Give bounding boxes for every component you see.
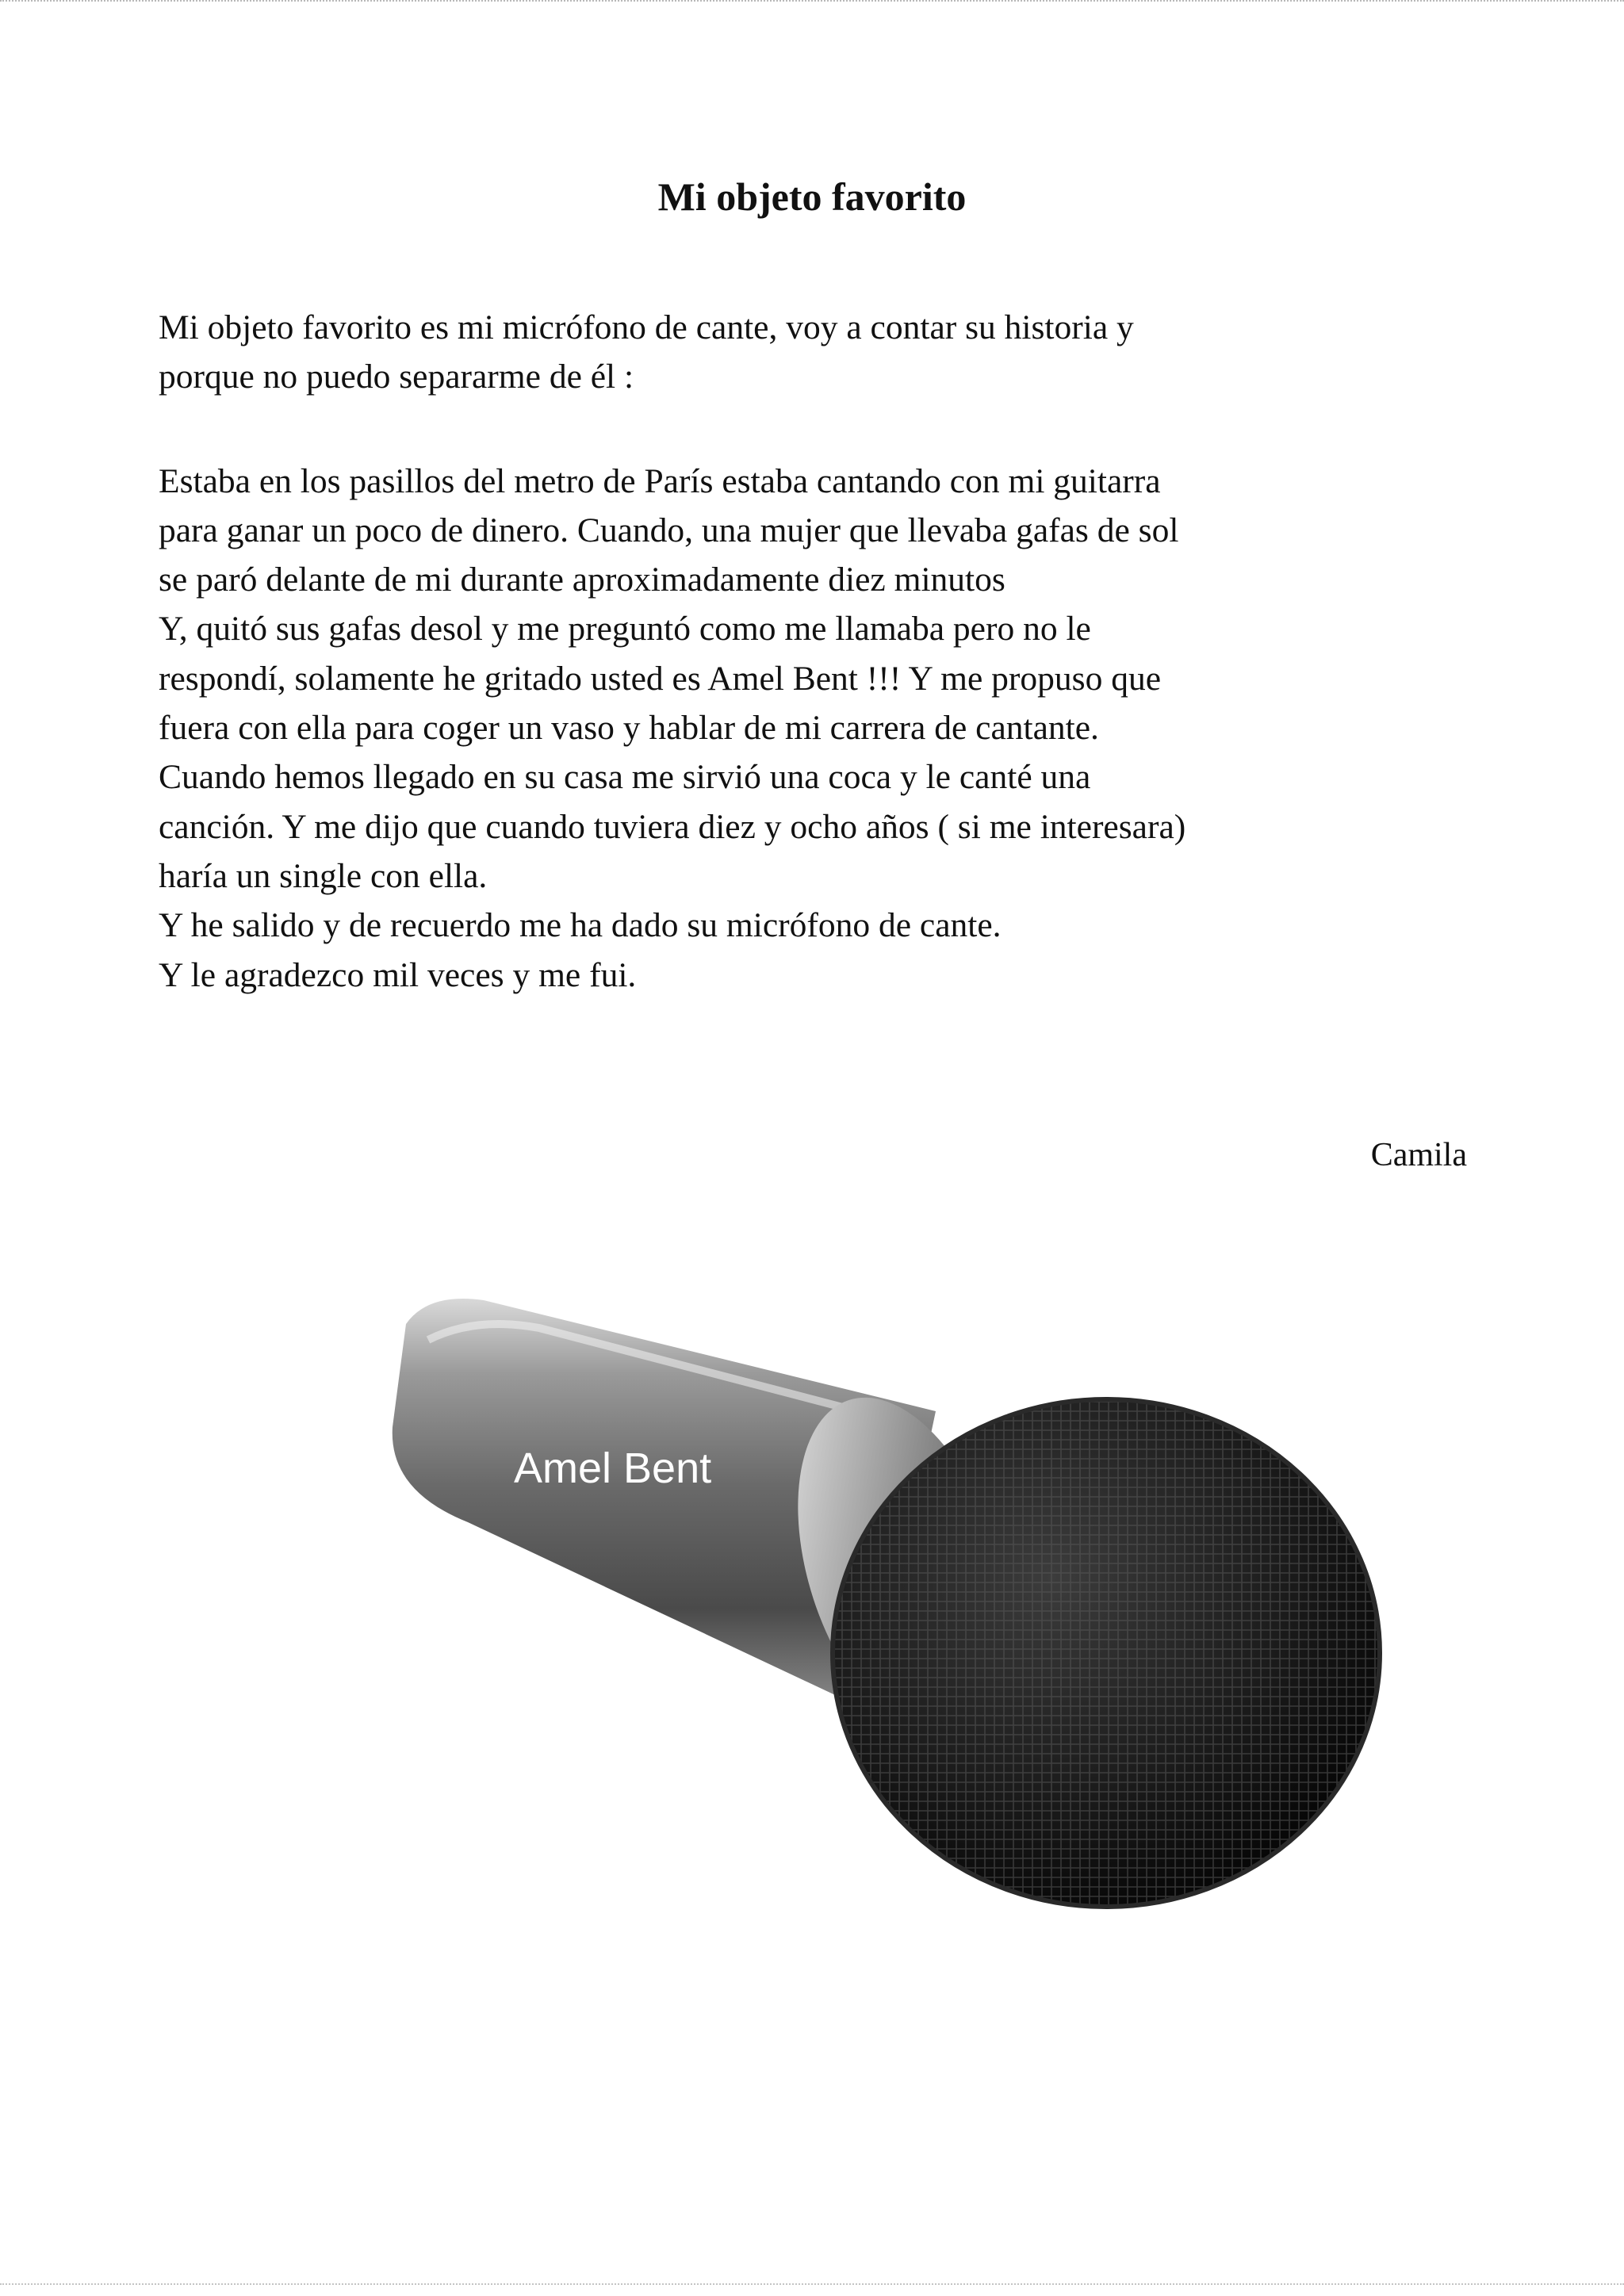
document-body	[159, 303, 1522, 1000]
intro-line: Mi objeto favorito es mi micrófono de cante, voy a contar su historia y	[159, 308, 1134, 346]
page-title: Mi objeto favorito	[657, 174, 967, 219]
story-line: para ganar un poco de dinero. Cuando, una mujer que llevaba gafas de sol	[159, 511, 1179, 549]
story-line: respondí, solamente he gritado usted es Amel Bent !!! Y me propuso que	[159, 659, 1162, 698]
story-line: Estaba en los pasillos del metro de París estaba cantando con mi guitarra	[159, 461, 1161, 500]
scan-edge-bottom	[0, 2280, 1624, 2285]
microphone-image	[381, 1292, 1411, 1927]
microphone-label: Amel Bent	[514, 1445, 712, 1492]
paragraph-gap	[159, 402, 1522, 457]
story-line: Y he salido y de recuerdo me ha dado su micrófono de cante.	[159, 906, 1002, 945]
scan-edge-top	[0, 0, 1624, 5]
story-line: Cuando hemos llegado en su casa me sirvió una coca y le canté una	[159, 758, 1091, 797]
story-line: haría un single con ella.	[159, 856, 488, 895]
microphone-illustration	[381, 1292, 1411, 1927]
story-line: canción. Y me dijo que cuando tuviera diez y ocho años ( si me interesara)	[159, 807, 1186, 846]
story-line: Y, quitó sus gafas desol y me preguntó como me llamaba pero no le	[159, 610, 1091, 649]
story-line: Y le agradezco mil veces y me fui.	[159, 955, 637, 994]
intro-line: porque no puedo separarme de él :	[159, 358, 634, 396]
author-signature: Camila	[1370, 1137, 1467, 1173]
story-line: fuera con ella para coger un vaso y hablar de mi carrera de cantante.	[159, 709, 1099, 748]
story-line: se paró delante de mi durante aproximadamente diez minutos	[159, 561, 1005, 599]
